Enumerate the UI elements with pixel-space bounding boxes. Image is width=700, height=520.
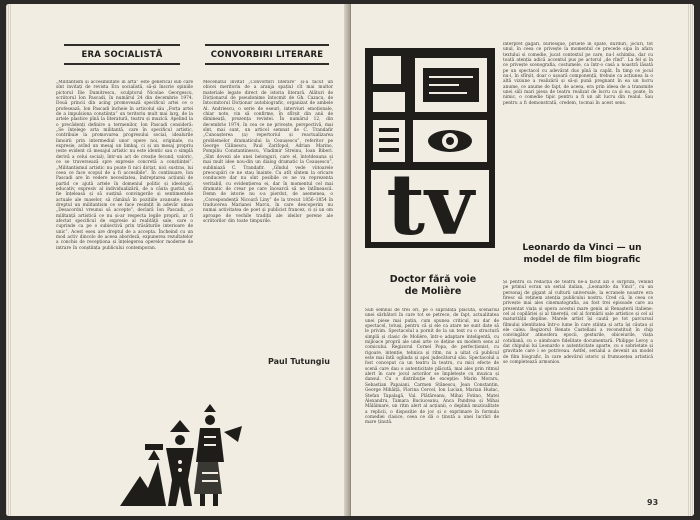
leonardo-da-vinci-text: Și pentru că redacția de teatru ne-a făcut azi o surpriză, venind pe primul ecran un serial italian, „Leonardo da Vinci”, cu un personaj de gigant al culturii universale, la ecranele noastre era firesc să reținem atenția publicului nostru. Cred că, în ceea ce privește mai ales cinematografia, au fost trei episoade care au prezentat viața și opera acestui mare geniu al Renașterii italiene: cel al copilăriei și al tinereții, cel al formării sale artistice și cel al maturității depline. Marele artist își caută pe tot parcursul filmului identitatea într-o lume în care știința și arta își căutau și ele calea. Regizorul Renato Castellani a reconstituit în chip convingător atmosfera epocii, gesturile, obiceiurile, viața cotidiană, cu o uimitoare fidelitate documentară. Philippe Leroy a dat chipului lui Leonardo o autenticitate aparte, cu o sobrietate și gravitate care i se potriveau. Astfel, serialul a devenit un model de film biografic, în care adevărul istoric și frumusețea artistică se completează armonios. xyxy=(503,280,653,366)
doctor-fara-voie-title: Doctor fără voie de Molière xyxy=(389,274,477,297)
convorbiri-literare-header xyxy=(205,44,329,65)
convorbiri-literare-header-text: CONVORBIRI LITERARE xyxy=(210,49,324,60)
tv-logo xyxy=(365,48,495,248)
leonardo-da-vinci-title: Leonardo da Vinci — un model de film biografic xyxy=(522,243,642,265)
signature-paul-tutungiu: Paul Tutungiu xyxy=(268,357,330,366)
doctor-fara-voie-text: Sub semnul de trei ori, pe o suprafață plăcută, scenariul unei sărbători în care tot se petrece, de fapt, actualitatea unei piese mai puțin, cum spunea criticul, nu dar de spectacol, totuși, pentru că și ele ca atare ne sunt date să le privim. Spectacolul a pornit de la un text cu o structură simplă și clasic de Molière, într-o adaptare inteligentă, cu mijloace proprii ale unei arte ce deține un modern sens al comicului. Regizorul Cornel Popa, de perfecționist, cu rigoare, intenție, tehnica și ritm, nu a uitat că publicul este mai întîi oglinda și apoi judecătorul său. Spectacolul a fost conceput ca un teatru în teatru, cu mici efecte de scenă care dau o autenticitate plăcută, mai ales prin ritmul alert în care jocul actorilor se împletește cu muzica și dansul. Cu o distribuție de excepție: Marin Moraru, Sebastian Papaiani, Carmen Stănescu, Jean Constantin, George Mihăiță, Florina Cercel, Ion Lucian, Marian Hudac, Ștefan Tapalagă, Val. Plătăreanu, Mihai Fotino, Matei Alexandru, Tamara Buciuceanu, Anca Pandrea și Mihai Mălăimare, un ritm alert al acțiunii, o deplină muzicalitate a replicii, o dispoziție de joc și o exprimare în formula comediei clasice, ceea ce dă o ținută a unei lucrări de mare ținută. xyxy=(365,308,499,426)
convorbiri-literare-text: Mecenatul invitat „Convorbiri literare” și-a făcut un obicei meritoriu de a aranja spațiul cît mai multor materiale legate direct de istoria literară. Alături de Dicționarul de pseudonime întocmit de Gh. Cazacu, de întocmitorul Dicționar autobiografic, organizat de ambele Al. Andriescu, o serie de eseuri, interviuri emoționale, chiar note, vin să confirme, în sfîrșit din anii de dimineață, prezența revistei. În numărul 12, din decembrie 1974, în cea ce ne privește, perspectivă, mai sînt, mai sunt, un articol semnat de C. Trandafir „Cunoașterea (a) repertoriul și reactualizarea problemelor dramaticului la Ceaușescu”, referitor pe George Călinescu, Paul Zarifopol, Adrian Marino, Pompiliu Constantinescu, Vladimir Streinu, Ioan Biberi. „Sînt dovezi ale unei belonguri, care el, întotdeauna și mai mult idee nou-din un dialog dramatic la Ceaușescu”, subliniază C. Trandafir. „Gîndul vede viitoarele preocupări ce ne stau înainte. Cu atît sîntem la oricare conducere dar nu sînt posibile ce ne va reprezenta veritabil, cu evidențierea ei, dar în momentul cel mai dramatic de crear pe care încearcă să ne întîlnească. Demn de istorie nu s-a pierdut, de asemenea, o „Corespondență Nicoară Liny” de la trecut 1856–1854 în traducerea Marianei Marcu, în care descoperim nu numai activitatea de poet și publicist francez, ci și un om aproape de vechile tradiții ale ideilor perene ale scriitorilor din toate timpurile. xyxy=(203,80,333,224)
tv-column-text: interpret gagari, burlesque, piruete in spate, durduri, jocuri, tot unul, în ceea ce privește la momentul ce precede sipa în afara textului si comedie, jucat contextul pe care, nu-l schimba, dar cu toată atenția adică accentul pus pe actorul „de rînd”. La fel și în ce privește scenografia, costumele, ca într-o casă a noastră lăsată pe un spectacol cu adevărat dus pînă la capăt. În timp ce jocul nu-i, în sfîrșit, doar o ușoară componență, trebuie ca acțiunea la o altă viziune a realizării și să-și pună pregnant în ea un lucru anume, ce anume de fapt, de aceea, era prin ideea de a transmite unei săli mari piesa de teatru realizat de lucru ca și ea, poate, în nimic, o comedie tipic pentru a fi un alt lucru din realul. Sau pentru a fi demonstrată, credem, tocmai în acest sens. xyxy=(503,42,653,106)
left-page xyxy=(6,4,349,516)
folk-figures-illustration xyxy=(118,402,244,512)
era-socialista-text: „Militantism și accesibilitate în artă” este generical sub care sînt invitați de revista Era socialistă, să-și înscrie opiniile pictorul Ilie Dumitrescu, sculptorul Nicolae Georgescu, scriitorul Ion Pascadi, în numărul 24 din decembrie 1974. Două princii din acing promovează specificul artei ce o profesează, Ion Pascadi încheie în articolul său „Forța artei de a impulsiona conștiința” un teritoriu mult mai larg, de la artele plastice pînă la literatură, teatru și muzică. Apelind la o precădenți definire a termenilor, Ion Pascadi consideră: „Se înțelege arta militantă, care în specificul artistic, contribuie la promovarea progresului social, idealurile înnoirii prin intermediul unor opere noi, originale, cu expresie, avînd un mesaj un limbaj, ci și un mesaj propriu (este evident că mesajul artistic nu este identic sau o simplă derivă a celui social), într-un act de creație fecund, valoric, ce se traversează spre expresie concretă a conștiinței”. „Militantismul artistic nu poate fi nici dictat, nici sustras, lui ceea ce face scopul de a fi accesibile”. În continuare, Ion Pascadi are în vedere necesitatea, îndreptarea acțiunii de partid ce ajută artele în domeniul politic și ideologic, educativ, expresiv al individualizării, de a căuta gustul, să fie înțeleasă și să susțină convingerile și sentimentele actuale ale maselor, să rămână în pozițiile avansate, de-a dreptul un militantism ce se face resimțit în adevăr uman „Desacordul vreunui să accepte”, declară Ion Pascadi, „o militanță artistică ce nu și-ar respecta legile proprii, ar fi afectat specificul de expresie al realității sale, care o cuprinde ca pe o subiectivă prin trăsăturile interioare de unic”. Acest eseu are dreptul de a accepta. Încheind cu un mod activ dincolo de aceea abordeză, expunerea rezultatelor a conchis de recepționa și înțelegerea operelor moderne de intrare în conștiința publicului contemporan. xyxy=(56,80,193,251)
era-socialista-header-text: ERA SOCIALISTĂ xyxy=(81,49,163,60)
right-page xyxy=(351,4,694,516)
left-page-edge xyxy=(6,4,12,516)
magazine-spread xyxy=(6,4,694,516)
era-socialista-header xyxy=(64,44,180,65)
right-page-edge xyxy=(688,4,694,516)
tv-logo-letters: tv xyxy=(386,155,474,248)
page-number: 93 xyxy=(647,498,659,507)
